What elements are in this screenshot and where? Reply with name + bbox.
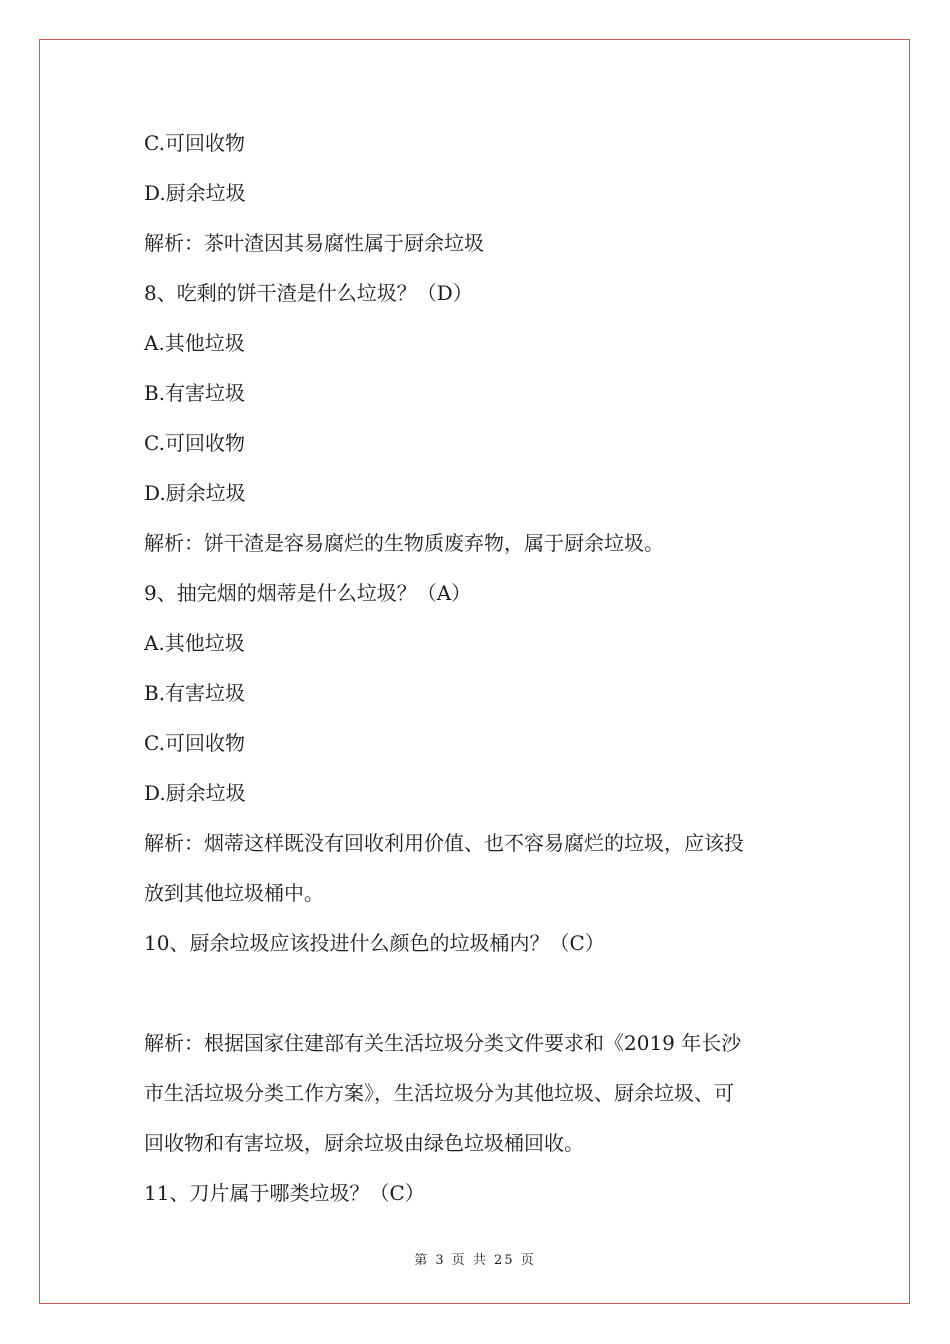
option-d: D.厨余垃圾	[144, 781, 246, 805]
option-b: B.有害垃圾	[144, 381, 246, 405]
question-8: 8、吃剩的饼干渣是什么垃圾？（D）	[144, 281, 473, 305]
explanation-continued: 回收物和有害垃圾，厨余垃圾由绿色垃圾桶回收。	[144, 1131, 584, 1155]
question-10: 10、厨余垃圾应该投进什么颜色的垃圾桶内？（C）	[144, 931, 605, 955]
option-c: C.可回收物	[144, 431, 245, 455]
blank-spacer	[144, 968, 814, 1018]
option-a: A.其他垃圾	[144, 631, 245, 655]
option-b: B.有害垃圾	[144, 681, 246, 705]
option-d: D.厨余垃圾	[144, 181, 246, 205]
option-c: C.可回收物	[144, 131, 245, 155]
explanation: 解析：烟蒂这样既没有回收利用价值、也不容易腐烂的垃圾，应该投	[144, 831, 744, 855]
document-body	[144, 118, 814, 1218]
option-c: C.可回收物	[144, 731, 245, 755]
question-9: 9、抽完烟的烟蒂是什么垃圾？（A）	[144, 581, 472, 605]
explanation-continued: 市生活垃圾分类工作方案》，生活垃圾分为其他垃圾、厨余垃圾、可	[144, 1081, 734, 1105]
option-a: A.其他垃圾	[144, 331, 245, 355]
explanation: 解析：茶叶渣因其易腐性属于厨余垃圾	[144, 231, 484, 255]
option-d: D.厨余垃圾	[144, 481, 246, 505]
explanation: 解析：根据国家住建部有关生活垃圾分类文件要求和《2019 年长沙	[144, 1031, 742, 1055]
question-11: 11、刀片属于哪类垃圾？（C）	[144, 1181, 425, 1205]
explanation-continued: 放到其他垃圾桶中。	[144, 881, 324, 905]
page-number-footer: 第 3 页 共 25 页	[414, 1253, 536, 1268]
explanation: 解析：饼干渣是容易腐烂的生物质废弃物，属于厨余垃圾。	[144, 531, 664, 555]
